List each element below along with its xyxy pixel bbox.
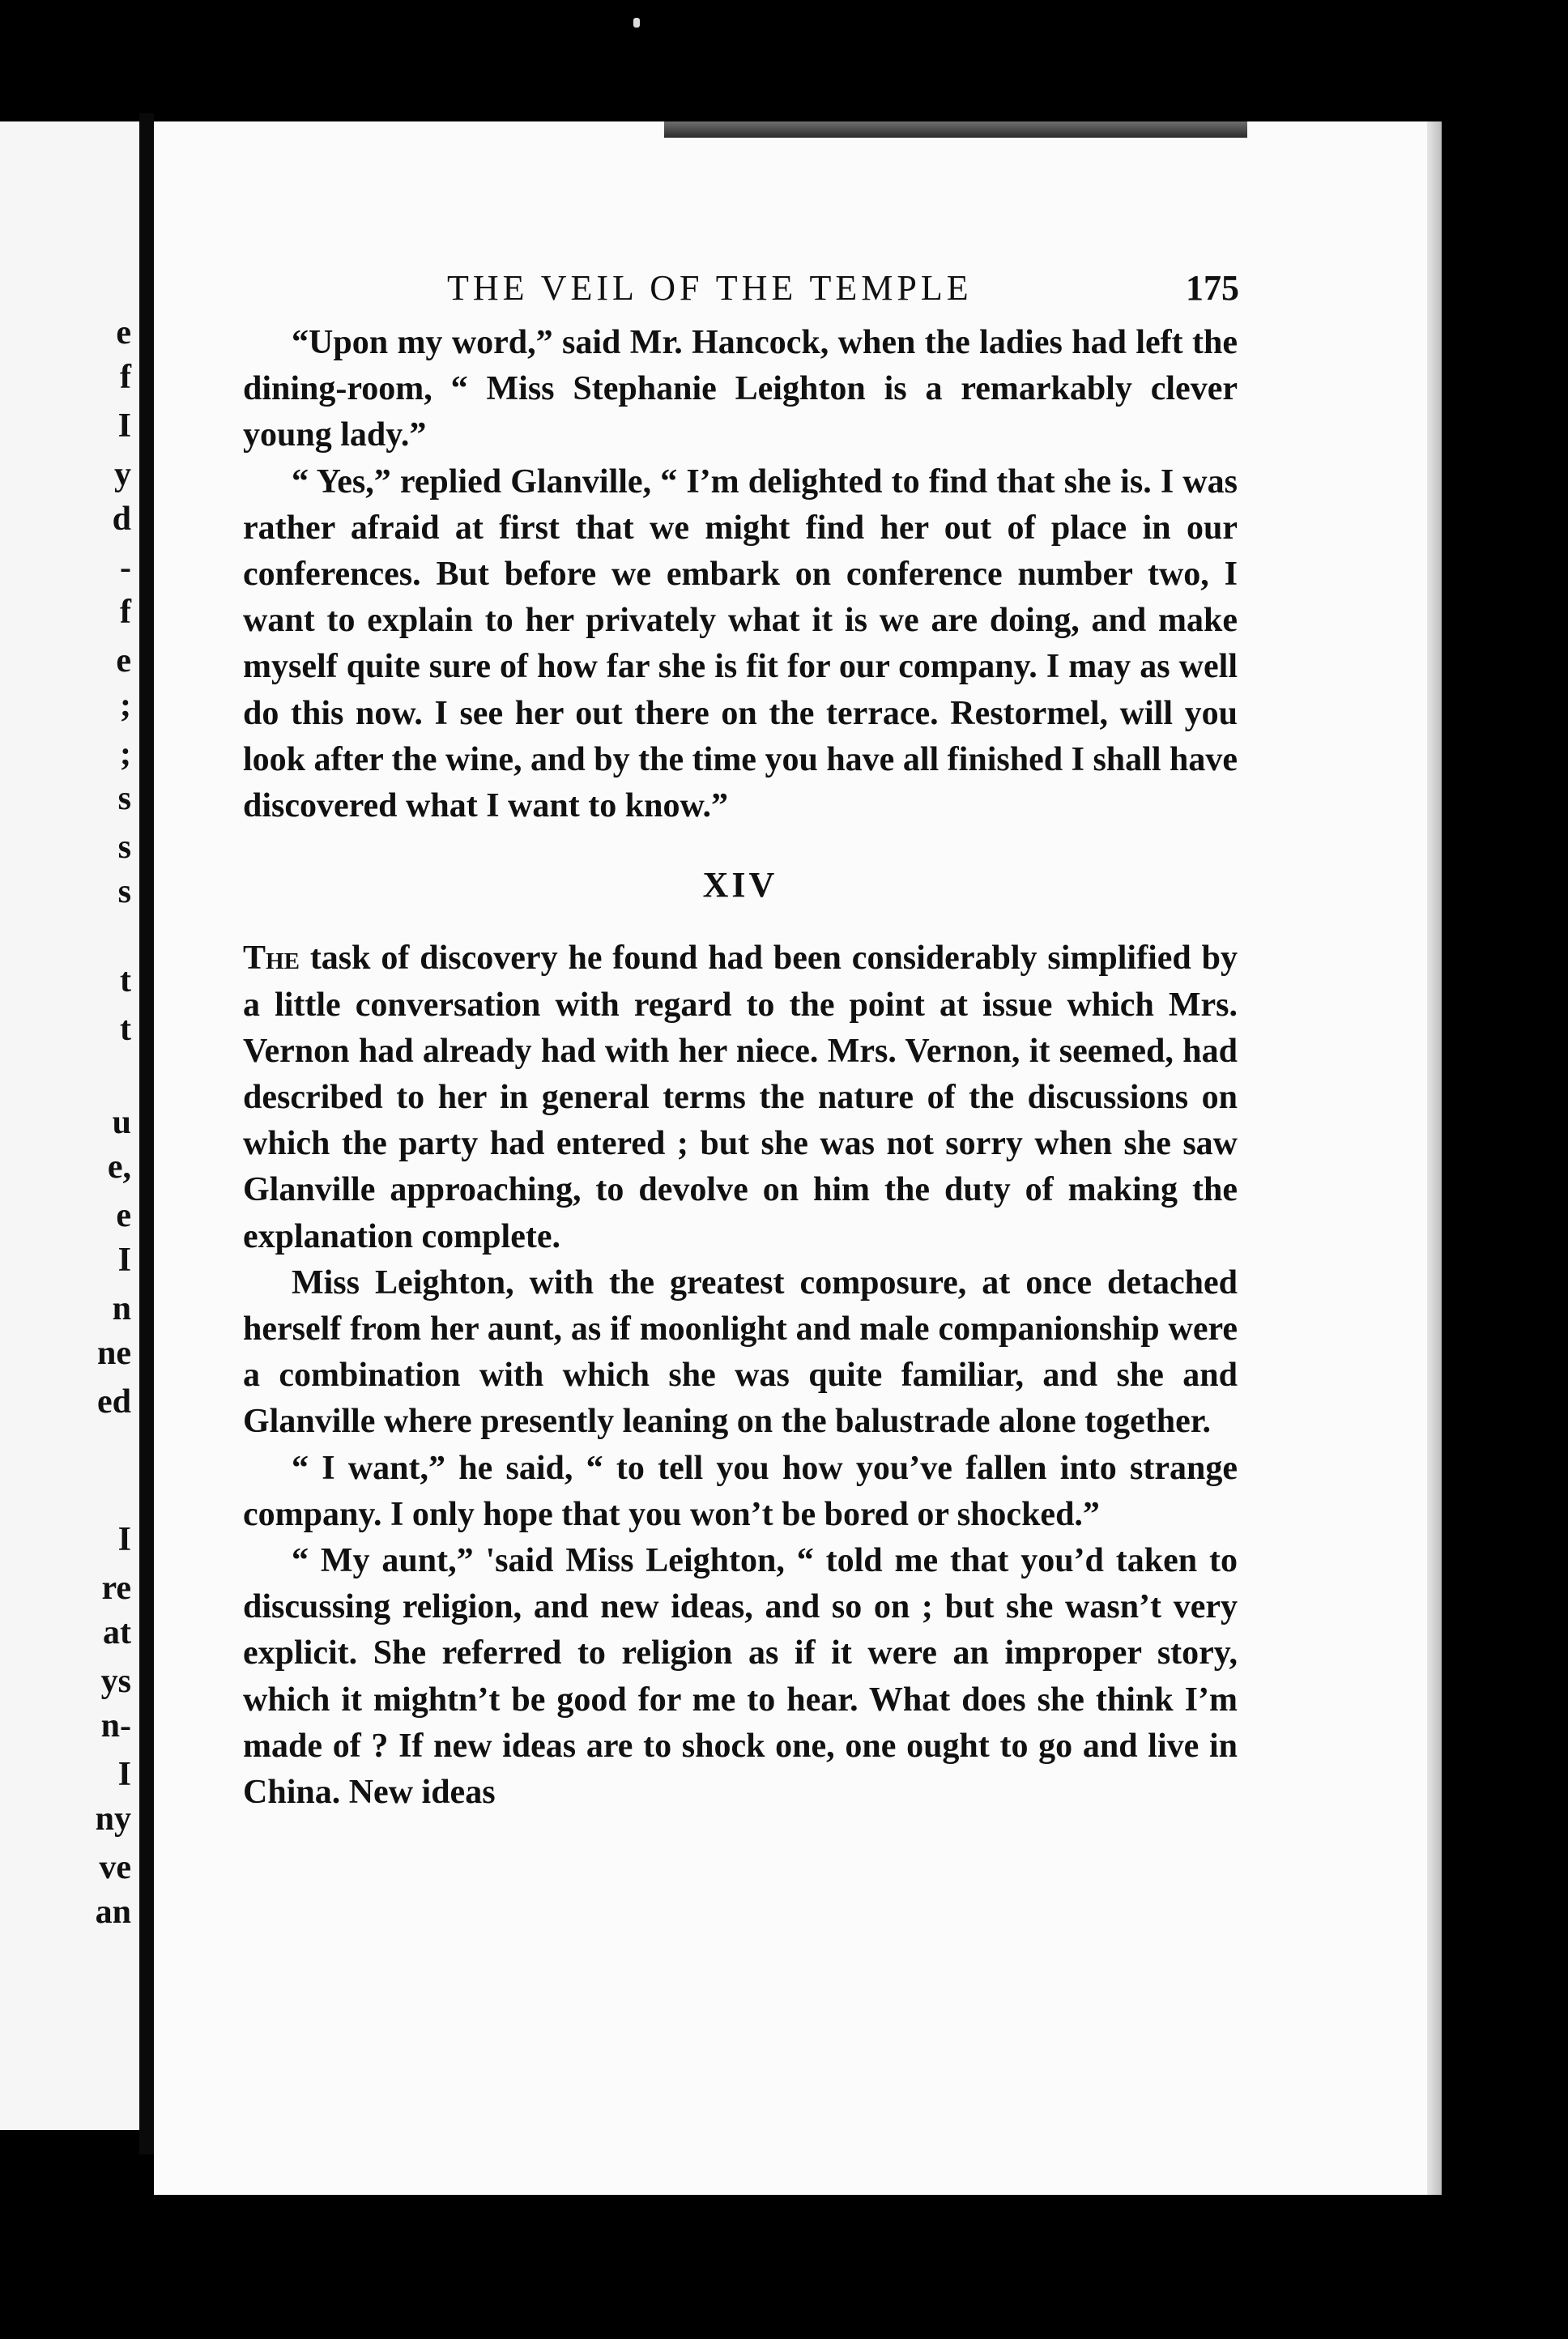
edge-letter: I [117,407,131,445]
edge-letter: re [101,1570,131,1607]
edge-letter: an [95,1894,131,1931]
running-header [292,267,1239,313]
edge-letter: t [120,1011,131,1048]
edge-letter: ys [100,1663,131,1700]
edge-letter: f [120,359,131,396]
edge-letter: f [120,594,131,631]
edge-letter: I [117,1521,131,1558]
book-gutter [139,113,154,2154]
edge-letter: e, [107,1148,131,1186]
edge-letter: u [112,1104,131,1141]
previous-page-letters [0,121,136,2130]
edge-letter: ed [97,1383,131,1421]
edge-letter: I [117,1756,131,1793]
edge-letter: ny [95,1800,131,1838]
chapter-heading: XIV [702,865,778,905]
edge-letter: s [117,873,131,910]
paragraph: “ My aunt,” 'said Miss Leighton, “ told me that you’d taken to discussing religion, and new ideas, and so on ; but she wasn’t very explicit. She referred to religion as if it were an improper story, which it mightn’t be good for me to hear. What does she think I’m made of ? If new ideas are to shock one, one ought to go and live in China. New ideas [243,1542,1238,1812]
small-caps-lead-word: The [243,939,300,978]
paragraph: “Upon my word,” said Mr. Hancock, when the ladies had left the dining-room, “ Miss Stephanie Leighton is a remarkably clever young lady.” [243,324,1238,454]
edge-letter: at [103,1614,131,1651]
edge-letter: e [116,642,131,680]
previous-page-edge [0,121,139,2130]
edge-letter: d [112,501,131,538]
edge-letter: ve [99,1849,131,1886]
edge-letter: ; [120,687,131,724]
edge-letter: n- [100,1707,131,1745]
scan-speck [633,18,640,28]
edge-letter: e [116,1197,131,1234]
page-top-edge [664,121,1247,138]
edge-letter: e [116,314,131,351]
edge-letter: s [117,780,131,817]
page-edge-shadow [1427,121,1442,2195]
running-title: THE VEIL OF THE TEMPLE [447,268,973,308]
opening-paragraph-text: task of discovery he found had been considerably simplified by a little conversation with regard to the point at issue which Mrs. Vernon had already had with her niece. Mrs. Vernon, it seemed, had described to her in general terms the nature of the discussions on which the party had entered ; but she was not sorry when she saw Glanville approaching, to devolve on him the duty of making the explanation complete. [243,939,1238,1255]
paragraph: Miss Leighton, with the greatest composure, at once detached herself from her aunt, as if moonlight and male companionship were a combination with which she was quite familiar, and she and Glanville where presently leaning on the balustrade alone together. [243,1263,1238,1441]
edge-letter: s [117,829,131,866]
edge-letter: t [120,962,131,999]
edge-letter: I [117,1242,131,1279]
paragraph: “ I want,” he said, “ to tell you how you’ve fallen into strange company. I only hope that you won’t be bored or shocked.” [243,1449,1238,1533]
edge-letter: ne [97,1335,131,1372]
edge-letter: y [114,456,131,493]
edge-letter: - [120,549,131,586]
edge-letter: n [112,1290,131,1327]
body-text [243,320,1238,1816]
page-number: 175 [1186,268,1239,308]
edge-letter: ; [120,735,131,773]
paragraph: “ Yes,” replied Glanville, “ I’m delighted to find that she is. I was rather afraid at first that we might find her out of place in our conferences. But before we embark on conference number two, I want to explain to her privately what it is we are doing, and make myself quite sure of how far she is fit for our company. I may as well do this now. I see her out there on the terrace. Restormel, will you look after the wine, and by the time you have all finished I shall have discovered what I want to know.” [243,462,1238,825]
chapter-opening-paragraph [243,935,1238,1259]
